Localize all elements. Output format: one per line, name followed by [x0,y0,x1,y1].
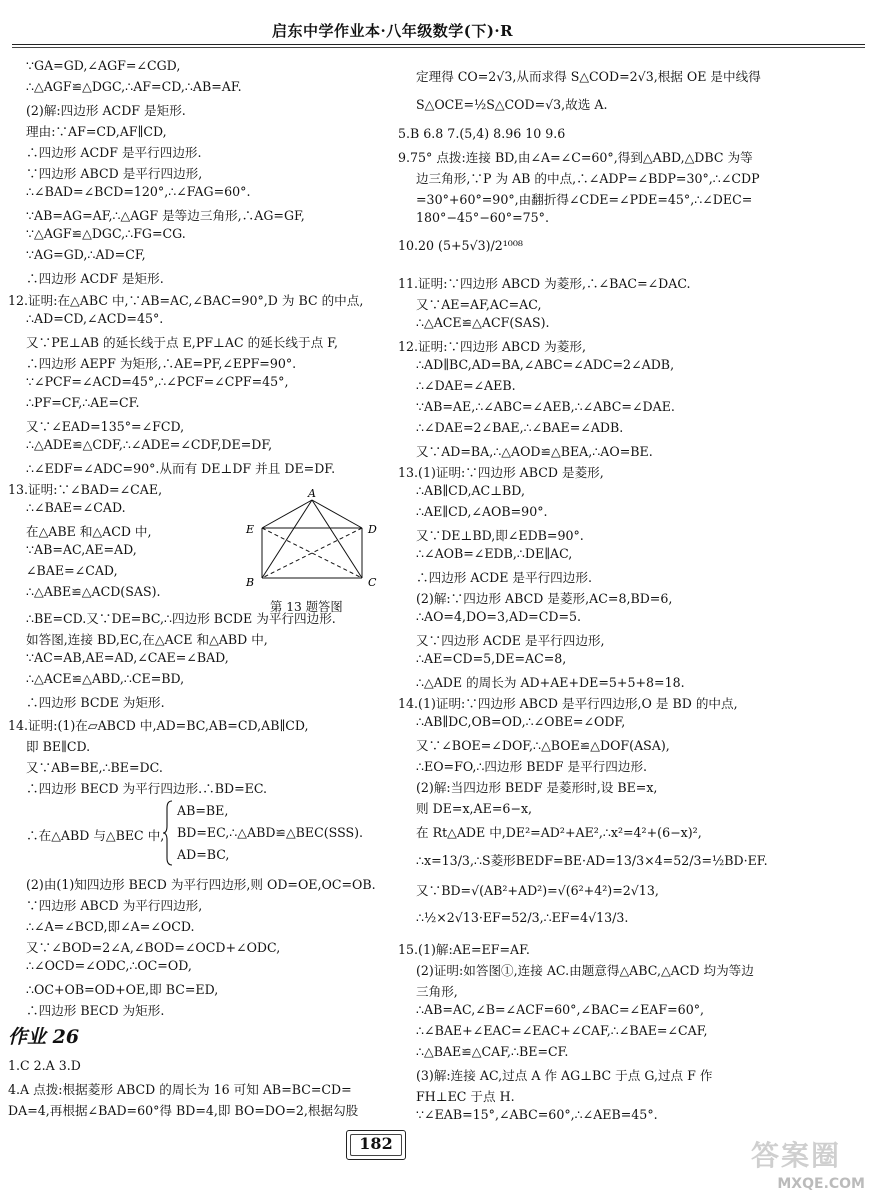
text-line: ∵AC=AB,AE=AD,∠CAE=∠BAD, [26,650,229,665]
label-d: D [368,523,377,536]
text-line: (2)解:当四边形 BEDF 是菱形时,设 BE=x, [416,780,658,795]
text-line: ∴△AGF≌△DGC,∴AF=CD,∴AB=AF. [26,79,242,94]
text-line: ∴在△ABD 与△BEC 中, [26,828,165,843]
text-line: ∴x=13/3,∴S菱形BEDF=BE·AD=13/3×4=52/3=½BD·EF. [416,853,768,868]
question-10: 10.20 (5+5√3)/2¹⁰⁰⁸ [398,238,523,253]
question-13: 13.(1)证明:∵四边形 ABCD 是菱形, [398,465,604,480]
question-15: 15.(1)解:AE=EF=AF. [398,942,530,957]
page-number [346,1130,406,1160]
text-line: 又∵BD=√(AB²+AD²)=√(6²+4²)=2√13, [416,883,659,898]
text-line: ∴AB∥DC,OB=OD,∴∠OBE=∠ODF, [416,714,626,729]
text-line: ∴BE=CD.又∵DE=BC,∴四边形 BCDE 为平行四边形. [26,611,336,626]
text-line: 边三角形,∵P 为 AB 的中点,∴∠ADP=∠BDP=30°,∴∠CDP [416,171,760,186]
text-line: 180°−45°−60°=75°. [416,210,549,225]
question-14: 14.(1)证明:∵四边形 ABCD 是平行四边形,O 是 BD 的中点, [398,696,738,711]
page-number-frame [350,1134,402,1156]
text-line: 如答图,连接 BD,EC,在△ACE 和△ABD 中, [26,632,268,647]
text-line: ∴PF=CF,∴AE=CF. [26,395,140,410]
brace-symbol [163,800,173,866]
text-line: ∴△ACE≌△ACF(SAS). [416,315,550,330]
text-line: 三角形, [416,984,458,999]
text-line: 定理得 CO=2√3,从而求得 S△COD=2√3,根据 OE 是中线得 [416,69,761,84]
text-line: ∴∠EDF=∠ADC=90°.从而有 DE⊥DF 并且 DE=DF. [26,461,336,476]
label-e: E [246,523,255,536]
text-line: 又∵∠BOD=2∠A,∠BOD=∠OCD+∠ODC, [26,940,281,955]
text-line: ∴四边形 ACDF 是平行四边形. [26,145,202,160]
text-line: ∴△BAE≌△CAF,∴BE=CF. [416,1044,569,1059]
text-line: ∴∠A=∠BCD,即∠A=∠OCD. [26,919,195,934]
question-11: 11.证明:∵四边形 ABCD 为菱形,∴∠BAC=∠DAC. [398,276,691,291]
text-line: ∴AE=CD=5,DE=AC=8, [416,651,567,666]
question-12: 12.证明:在△ABC 中,∵AB=AC,∠BAC=90°,D 为 BC 的中点, [8,293,364,308]
text-line: ∵AB=AG=AF,∴△AGF 是等边三角形,∴AG=GF, [26,208,305,223]
text-line: 又∵AD=BA,∴△AOD≌△BEA,∴AO=BE. [416,444,653,459]
text-line: ∴AD=CD,∠ACD=45°. [26,311,164,326]
text-line: ∴△ADE≌△CDF,∴∠ADE=∠CDF,DE=DF, [26,437,273,452]
question-14: 14.证明:(1)在▱ABCD 中,AD=BC,AB=CD,AB∥CD, [8,718,309,733]
text-line: DA=4,再根据∠BAD=60°得 BD=4,即 BO=DO=2,根据勾股 [8,1103,359,1118]
text-line: (2)解:∵四边形 ABCD 是菱形,AC=8,BD=6, [416,591,673,606]
label-c: C [368,576,377,589]
text-line: ∵AG=GD,∴AD=CF, [26,247,146,262]
text-line: ∴四边形 BECD 为平行四边形.∴BD=EC. [26,781,268,796]
text-line: ∴四边形 BCDE 为矩形. [26,695,165,710]
text-line: ∵∠PCF=∠ACD=45°,∴∠PCF=∠CPF=45°, [26,374,289,389]
text-line: ∴∠OCD=∠ODC,∴OC=OD, [26,958,192,973]
brace-item: AB=BE, [177,803,229,818]
text-line: ∴½×2√13·EF=52/3,∴EF=4√13/3. [416,910,629,925]
text-line: ∴AO=4,DO=3,AD=CD=5. [416,609,582,624]
text-line: ∵AB=AE,∴∠ABC=∠AEB,∴∠ABC=∠DAE. [416,399,675,414]
text-line: ∴∠DAE=2∠BAE,∴∠BAE=∠ADB. [416,420,624,435]
text-line: 5.B 6.8 7.(5,4) 8.96 10 9.6 [398,126,566,141]
page-number-text: 182 [359,1134,393,1153]
text-line: 又∵PE⊥AB 的延长线于点 E,PF⊥AC 的延长线于点 F, [26,335,338,350]
text-line: (2)证明:如答图①,连接 AC.由题意得△ABC,△ACD 均为等边 [416,963,754,978]
text-line: ∴四边形 AEPF 为矩形,∴AE=PF,∠EPF=90°. [26,356,297,371]
text-line: 即 BE∥CD. [26,739,91,754]
text-line: ∵四边形 ABCD 为平行四边形, [26,898,203,913]
text-line: ∴AD∥BC,AD=BA,∠ABC=∠ADC=2∠ADB, [416,357,675,372]
text-line: ∴∠BAE+∠EAC=∠EAC+∠CAF,∴∠BAE=∠CAF, [416,1023,708,1038]
text-line: 又∵DE⊥BD,即∠EDB=90°. [416,528,584,543]
text-line: ∴∠BAE=∠CAD. [26,500,126,515]
header-title: 启东中学作业本·八年级数学(下)·R [272,22,514,40]
watermark-logo: 答案圈 [750,1139,841,1172]
brace-item: BD=EC,∴△ABD≌△BEC(SSS). [177,825,364,840]
text-line: ∵∠EAB=15°,∠ABC=60°,∴∠AEB=45°. [416,1107,658,1122]
text-line: =30°+60°=90°,由翻折得∠CDE=∠PDE=45°,∴∠DEC= [416,192,753,207]
text-line: 理由:∵AF=CD,AF∥CD, [26,124,167,139]
header-rule-thin [12,47,865,48]
text-line: ∴∠AOB=∠EDB,∴DE∥AC, [416,546,573,561]
text-line: ∴AB=AC,∠B=∠ACF=60°,∠BAC=∠EAF=60°, [416,1002,705,1017]
section-title: 作业 26 [8,1026,80,1048]
text-line: 又∵AB=BE,∴BE=DC. [26,760,163,775]
question-9: 9.75° 点拨:连接 BD,由∠A=∠C=60°,得到△ABD,△DBC 为等 [398,150,753,165]
text-line: ∴△ABE≌△ACD(SAS). [26,584,161,599]
page-header [0,0,877,48]
text-line: ∴四边形 ACDF 是矩形. [26,271,164,286]
text-line: ∴四边形 ACDE 是平行四边形. [416,570,592,585]
text-line: 1.C 2.A 3.D [8,1058,81,1073]
text-line: 则 DE=x,AE=6−x, [416,801,533,816]
watermark [715,1139,865,1192]
text-line: 4.A 点拨:根据菱形 ABCD 的周长为 16 可知 AB=BC=CD= [8,1082,352,1097]
text-line: ∴△ADE 的周长为 AD+AE+DE=5+5+8=18. [416,675,685,690]
text-line: ∴EO=FO,∴四边形 BEDF 是平行四边形. [416,759,648,774]
text-line: 又∵∠BOE=∠DOF,∴△BOE≌△DOF(ASA), [416,738,670,753]
figure-caption: 第 13 题答图 [270,600,343,614]
watermark-url: MXQE.COM [777,1176,865,1192]
text-line: ∵四边形 ABCD 是平行四边形, [26,166,203,181]
text-line: ∴AB∥CD,AC⊥BD, [416,483,525,498]
label-b: B [246,576,255,589]
text-line: ∵AB=AC,AE=AD, [26,542,137,557]
text-line: 在△ABE 和△ACD 中, [26,524,152,539]
text-line: FH⊥EC 于点 H. [416,1089,515,1104]
text-line: 又∵∠EAD=135°=∠FCD, [26,419,185,434]
text-line: (3)解:连接 AC,过点 A 作 AG⊥BC 于点 G,过点 F 作 [416,1068,713,1083]
text-line: 又∵AE=AF,AC=AC, [416,297,542,312]
brace-item: AD=BC, [177,847,230,862]
text-line: ∴AE∥CD,∠AOB=90°. [416,504,548,519]
text-line: ∵△AGF≌△DGC,∴FG=CG. [26,226,186,241]
text-line: (2)由(1)知四边形 BECD 为平行四边形,则 OD=OE,OC=OB. [26,877,376,892]
text-line: ∠BAE=∠CAD, [26,563,118,578]
header-rule [12,44,865,45]
text-line: 又∵四边形 ACDE 是平行四边形, [416,633,605,648]
figure-diagram [232,488,392,598]
text-line: (2)解:四边形 ACDF 是矩形. [26,103,186,118]
question-13: 13.证明:∵∠BAD=∠CAE, [8,482,163,497]
question-12: 12.证明:∵四边形 ABCD 为菱形, [398,339,586,354]
text-line: ∴OC+OB=OD+OE,即 BC=ED, [26,982,219,997]
text-line: ∵GA=GD,∠AGF=∠CGD, [26,58,181,73]
text-line: ∴∠DAE=∠AEB. [416,378,516,393]
text-line: ∴△ACE≌△ABD,∴CE=BD, [26,671,185,686]
label-a: A [308,488,316,500]
text-line: ∴∠BAD=∠BCD=120°,∴∠FAG=60°. [26,184,251,199]
text-line: 在 Rt△ADE 中,DE²=AD²+AE²,∴x²=4²+(6−x)², [416,825,702,840]
text-line: S△OCE=½S△COD=√3,故选 A. [416,97,608,112]
text-line: ∴四边形 BECD 为矩形. [26,1003,165,1018]
